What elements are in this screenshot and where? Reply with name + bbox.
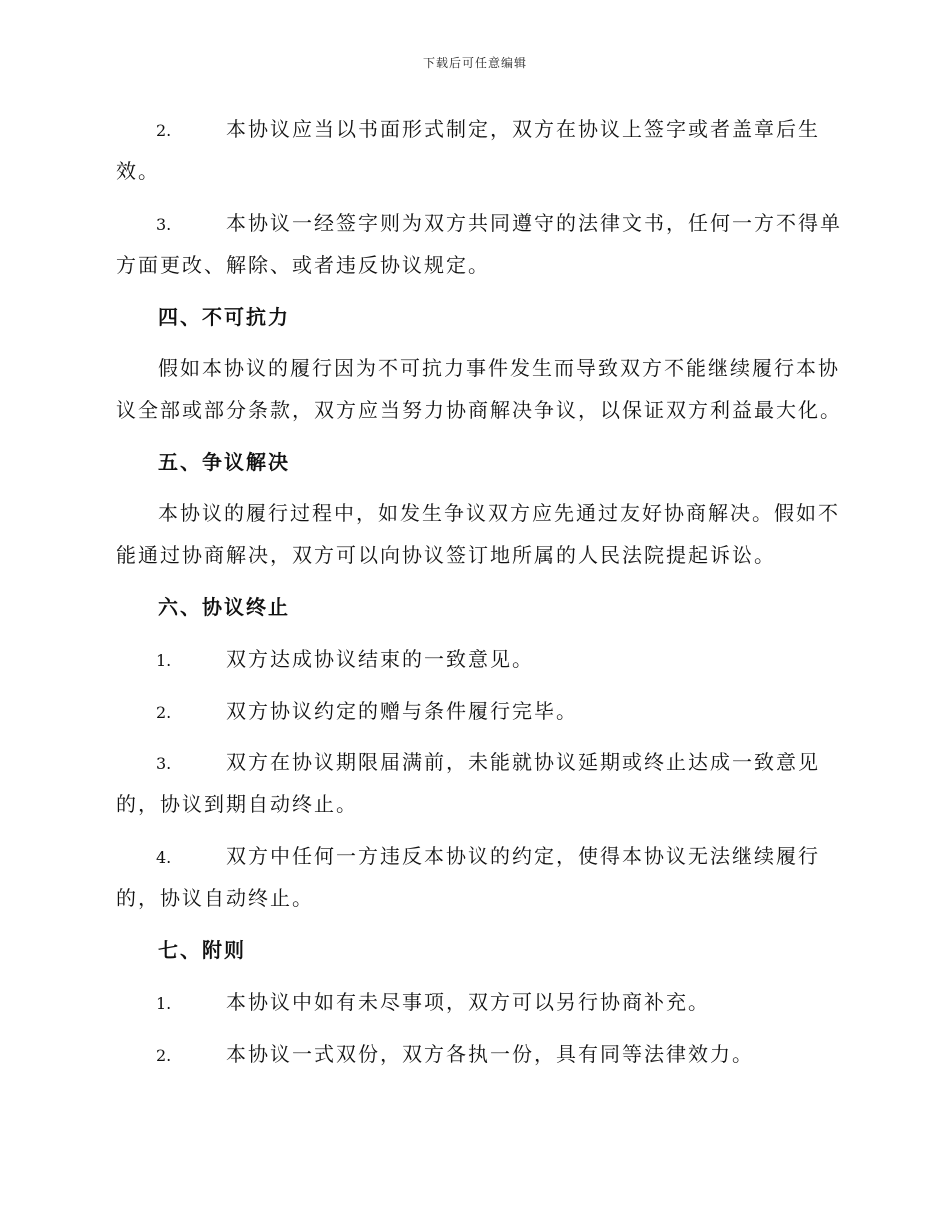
item-continuation: 效。	[116, 159, 160, 183]
item-number: 1.	[156, 994, 172, 1013]
item-text: 本协议一式双份，双方各执一份，具有同等法律效力。	[226, 1042, 754, 1066]
paragraph-line: 能通过协商解决，双方可以向协议签订地所属的人民法院提起诉讼。	[116, 543, 776, 567]
section-heading: 四、不可抗力	[158, 305, 290, 329]
item-text: 本协议应当以书面形式制定，双方在协议上签字或者盖章后生	[226, 117, 820, 141]
item-number: 2.	[156, 1046, 172, 1065]
item-continuation: 的，协议到期自动终止。	[116, 792, 358, 816]
list-item	[116, 843, 820, 871]
list-item	[116, 1041, 754, 1069]
list-item	[116, 749, 820, 777]
item-text: 双方达成协议结束的一致意见。	[226, 647, 534, 671]
page-header: 下载后可任意编辑	[422, 56, 527, 70]
list-item	[116, 989, 710, 1017]
item-number: 4.	[156, 848, 172, 867]
item-text: 双方协议约定的赠与条件履行完毕。	[226, 699, 578, 723]
item-text: 双方中任何一方违反本协议的约定，使得本协议无法继续履行	[226, 844, 820, 868]
item-number: 2.	[156, 121, 172, 140]
list-item	[116, 210, 842, 238]
item-text: 本协议中如有未尽事项，双方可以另行协商补充。	[226, 990, 710, 1014]
item-number: 3.	[156, 215, 172, 234]
paragraph-line: 议全部或部分条款，双方应当努力协商解决争议，以保证双方利益最大化。	[116, 398, 842, 422]
section-heading: 六、协议终止	[158, 595, 290, 619]
list-item	[116, 116, 820, 144]
item-continuation: 方面更改、解除、或者违反协议规定。	[116, 253, 490, 277]
section-heading: 七、附则	[158, 938, 246, 962]
paragraph-line: 假如本协议的履行因为不可抗力事件发生而导致双方不能继续履行本协	[158, 356, 840, 380]
item-number: 1.	[156, 651, 172, 670]
item-text: 双方在协议期限届满前，未能就协议延期或终止达成一致意见	[226, 750, 820, 774]
item-continuation: 的，协议自动终止。	[116, 886, 314, 910]
section-heading: 五、争议解决	[158, 450, 290, 474]
item-text: 本协议一经签字则为双方共同遵守的法律文书，任何一方不得单	[226, 211, 842, 235]
list-item	[116, 646, 534, 674]
paragraph-line: 本协议的履行过程中，如发生争议双方应先通过友好协商解决。假如不	[158, 501, 840, 525]
list-item	[116, 698, 578, 726]
item-number: 2.	[156, 703, 172, 722]
item-number: 3.	[156, 754, 172, 773]
